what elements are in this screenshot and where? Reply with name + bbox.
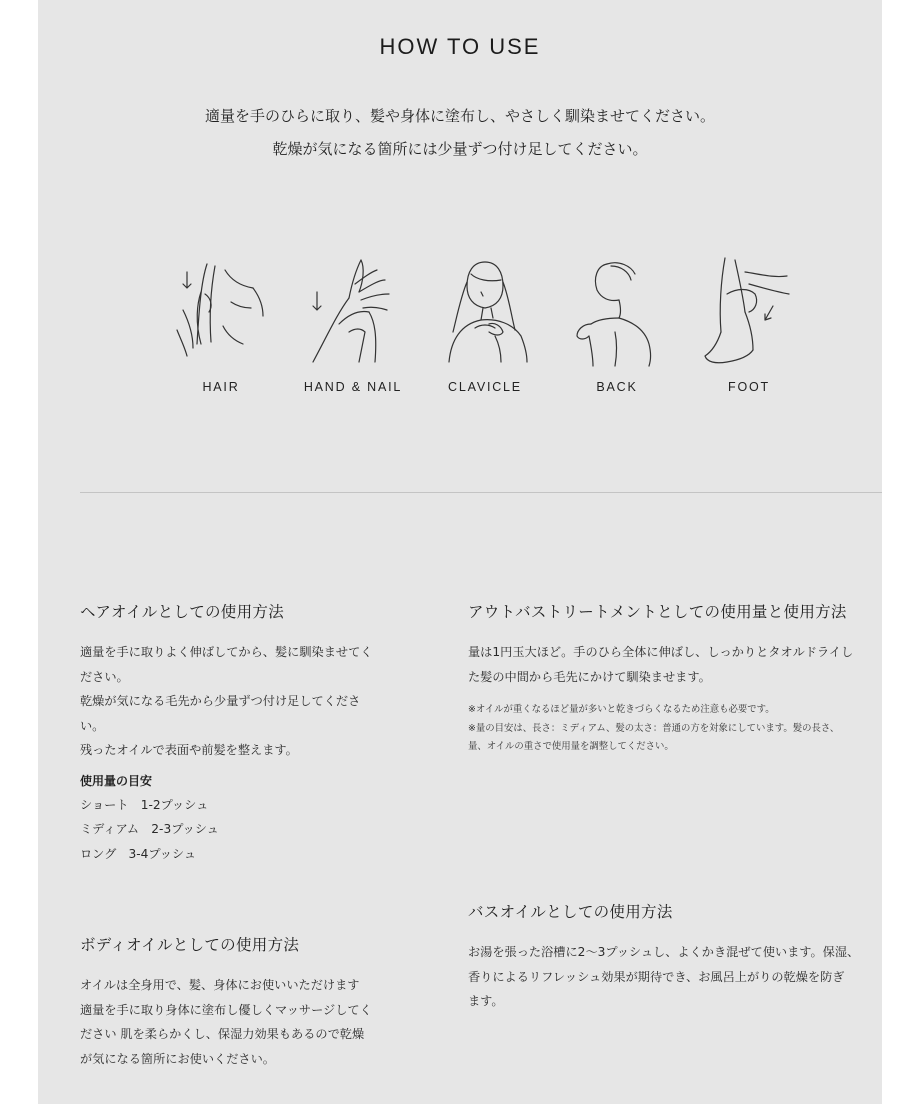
amount-item: ショート 1-2プッシュ [80, 797, 209, 812]
amount-item: ミディアム 2-3プッシュ [80, 822, 219, 836]
body-oil-title: ボディオイルとしての使用方法 [80, 936, 300, 954]
hand-nail-icon [303, 252, 403, 370]
text-line: い。 [80, 718, 105, 733]
intro-line: 適量を手のひらに取り、髪や身体に塗布し、やさしく馴染ませてください。 [204, 107, 715, 125]
text-line: 香りによるリフレッシュ効果が期待でき、お風呂上がりの乾燥を防ぎ [468, 969, 845, 984]
text-line: 適量を手に取り身体に塗布し優しくマッサージしてく [80, 1002, 372, 1017]
out-bath-section [468, 600, 868, 757]
hair-oil-section [80, 600, 400, 866]
amount-guide-list [80, 793, 400, 867]
usage-icons [156, 252, 816, 402]
text-line: ださい。 [80, 669, 129, 684]
body-oil-section [80, 933, 400, 1071]
usage-item-back [552, 252, 682, 402]
text-line: お湯を張った浴槽に2〜3プッシュし、よくかき混ぜて使います。保湿、 [468, 945, 860, 959]
usage-item-clavicle [420, 252, 550, 402]
note-line: ※量の目安は、長さ：ミディアム、髪の太さ：普通の方を対象にしています。髪の長さ、 [468, 722, 840, 734]
intro-line: 乾燥が気になる箇所には少量ずつ付け足してください。 [272, 140, 648, 158]
text-line: た髪の中間から毛先にかけて馴染ませます。 [468, 669, 711, 684]
out-bath-body [468, 640, 868, 689]
usage-item-hair [156, 252, 286, 402]
usage-label: CLAVICLE [448, 380, 522, 394]
body-oil-body [80, 973, 400, 1071]
how-to-use-panel [38, 0, 882, 1104]
amount-item: ロング 3-4プッシュ [80, 846, 197, 861]
usage-label: HAIR [202, 380, 240, 394]
out-bath-title: アウトバストリートメントとしての使用量と使用方法 [468, 603, 847, 621]
usage-label: HAND & NAIL [303, 380, 403, 394]
text-line: 残ったオイルで表面や前髪を整えます。 [80, 743, 298, 757]
foot-icon [699, 252, 799, 370]
note-line: ※オイルが重くなるほど量が多いと乾きづらくなるため注意も必要です。 [468, 704, 775, 715]
intro-text [38, 100, 882, 166]
text-line: 適量を手に取りよく伸ばしてから、髪に馴染ませてく [80, 645, 373, 659]
clavicle-icon [435, 252, 535, 370]
bath-oil-section [468, 900, 868, 1014]
usage-label: BACK [596, 380, 638, 394]
bath-oil-body [468, 940, 868, 1014]
amount-guide-title: 使用量の目安 [80, 773, 153, 788]
text-line: が気になる箇所にお使いください。 [80, 1051, 275, 1066]
hair-oil-title: ヘアオイルとしての使用方法 [80, 603, 285, 621]
section-divider [80, 492, 882, 493]
section-heading: HOW TO USE [379, 34, 541, 59]
hair-oil-body [80, 640, 400, 763]
text-line: 量は1円玉大ほど。手のひら全体に伸ばし、しっかりとタオルドライし [468, 645, 854, 659]
usage-item-foot [684, 252, 814, 402]
hair-icon [171, 252, 271, 370]
bath-oil-title: バスオイルとしての使用方法 [468, 903, 673, 921]
out-bath-notes [468, 701, 868, 757]
text-line: オイルは全身用で、髪、身体にお使いいただけます [80, 978, 360, 992]
usage-label: FOOT [728, 380, 770, 394]
note-line: 量、オイルの重さで使用量を調整してください。 [468, 741, 674, 752]
text-line: ます。 [468, 994, 504, 1008]
text-line: ださい 肌を柔らかくし、保湿力効果もあるので乾燥 [80, 1027, 365, 1041]
usage-item-hand-nail [288, 252, 418, 402]
text-line: 乾燥が気になる毛先から少量ずつ付け足してくださ [80, 694, 361, 708]
back-icon [567, 252, 667, 370]
